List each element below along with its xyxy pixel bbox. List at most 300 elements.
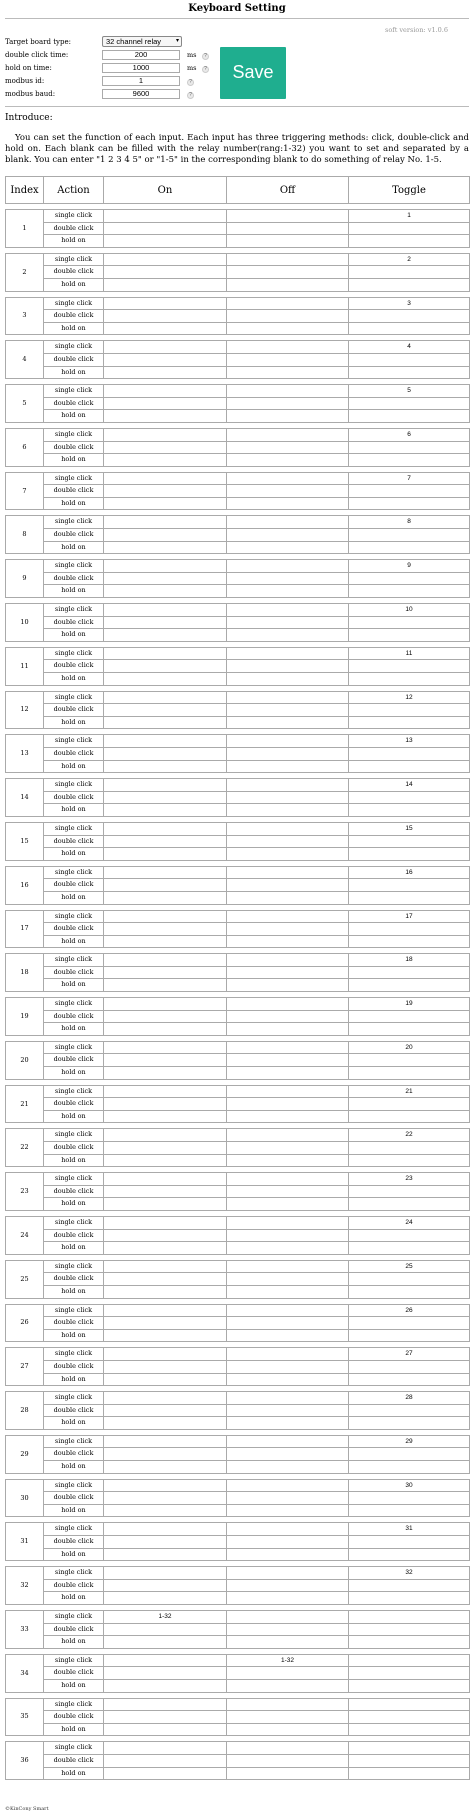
on-relay-input[interactable]	[104, 1010, 227, 1023]
toggle-relay-input[interactable]	[349, 1492, 470, 1505]
toggle-relay-input[interactable]	[349, 1698, 470, 1711]
on-relay-input[interactable]	[104, 441, 227, 454]
on-relay-input[interactable]	[104, 923, 227, 936]
off-relay-input[interactable]	[227, 454, 349, 467]
on-relay-input[interactable]	[104, 735, 227, 748]
off-relay-input[interactable]	[227, 1767, 349, 1780]
toggle-relay-input[interactable]: 3	[349, 297, 470, 310]
on-relay-input[interactable]	[104, 341, 227, 354]
toggle-relay-input[interactable]	[349, 1417, 470, 1430]
off-relay-input[interactable]	[227, 1711, 349, 1724]
off-relay-input[interactable]	[227, 1304, 349, 1317]
toggle-relay-input[interactable]: 9	[349, 560, 470, 573]
on-relay-input[interactable]	[104, 585, 227, 598]
off-relay-input[interactable]	[227, 1185, 349, 1198]
toggle-relay-input[interactable]	[349, 1754, 470, 1767]
toggle-relay-input[interactable]	[349, 529, 470, 542]
on-relay-input[interactable]	[104, 235, 227, 248]
on-relay-input[interactable]	[104, 760, 227, 773]
off-relay-input[interactable]	[227, 222, 349, 235]
off-relay-input[interactable]	[227, 278, 349, 291]
toggle-relay-input[interactable]	[349, 454, 470, 467]
off-relay-input[interactable]	[227, 966, 349, 979]
toggle-relay-input[interactable]	[349, 1067, 470, 1080]
on-relay-input[interactable]	[104, 266, 227, 279]
toggle-relay-input[interactable]	[349, 1654, 470, 1667]
toggle-relay-input[interactable]	[349, 353, 470, 366]
off-relay-input[interactable]	[227, 297, 349, 310]
toggle-relay-input[interactable]	[349, 366, 470, 379]
toggle-relay-input[interactable]: 11	[349, 647, 470, 660]
toggle-relay-input[interactable]	[349, 1504, 470, 1517]
off-relay-input[interactable]	[227, 910, 349, 923]
on-relay-input[interactable]	[104, 253, 227, 266]
on-relay-input[interactable]	[104, 935, 227, 948]
toggle-relay-input[interactable]	[349, 222, 470, 235]
on-relay-input[interactable]	[104, 879, 227, 892]
off-relay-input[interactable]	[227, 1742, 349, 1755]
off-relay-input[interactable]	[227, 253, 349, 266]
on-relay-input[interactable]	[104, 1536, 227, 1549]
off-relay-input[interactable]	[227, 779, 349, 792]
on-relay-input[interactable]	[104, 1242, 227, 1255]
modbus-baud-input[interactable]: 9600	[102, 89, 180, 99]
toggle-relay-input[interactable]	[349, 1285, 470, 1298]
on-relay-input[interactable]	[104, 454, 227, 467]
off-relay-input[interactable]	[227, 1417, 349, 1430]
off-relay-input[interactable]	[227, 516, 349, 529]
on-relay-input[interactable]	[104, 1098, 227, 1111]
off-relay-input[interactable]	[227, 322, 349, 335]
toggle-relay-input[interactable]	[349, 1054, 470, 1067]
toggle-relay-input[interactable]: 1	[349, 210, 470, 223]
on-relay-input[interactable]	[104, 353, 227, 366]
on-relay-input[interactable]	[104, 998, 227, 1011]
on-relay-input[interactable]	[104, 529, 227, 542]
on-relay-input[interactable]	[104, 1679, 227, 1692]
help-icon[interactable]: ?	[187, 79, 194, 86]
off-relay-input[interactable]	[227, 735, 349, 748]
off-relay-input[interactable]	[227, 1360, 349, 1373]
on-relay-input[interactable]	[104, 866, 227, 879]
on-relay-input[interactable]	[104, 516, 227, 529]
toggle-relay-input[interactable]	[349, 322, 470, 335]
toggle-relay-input[interactable]	[349, 1404, 470, 1417]
off-relay-input[interactable]	[227, 1273, 349, 1286]
on-relay-input[interactable]	[104, 1579, 227, 1592]
toggle-relay-input[interactable]: 29	[349, 1435, 470, 1448]
toggle-relay-input[interactable]	[349, 935, 470, 948]
toggle-relay-input[interactable]	[349, 673, 470, 686]
off-relay-input[interactable]	[227, 647, 349, 660]
on-relay-input[interactable]	[104, 1404, 227, 1417]
hold-on-time-input[interactable]: 1000	[102, 63, 180, 73]
on-relay-input[interactable]	[104, 1567, 227, 1580]
off-relay-input[interactable]	[227, 660, 349, 673]
double-click-time-input[interactable]: 200	[102, 50, 180, 60]
on-relay-input[interactable]	[104, 1754, 227, 1767]
on-relay-input[interactable]: 1-32	[104, 1611, 227, 1624]
on-relay-input[interactable]	[104, 1698, 227, 1711]
toggle-relay-input[interactable]	[349, 1611, 470, 1624]
on-relay-input[interactable]	[104, 560, 227, 573]
toggle-relay-input[interactable]: 30	[349, 1479, 470, 1492]
toggle-relay-input[interactable]: 7	[349, 472, 470, 485]
toggle-relay-input[interactable]	[349, 848, 470, 861]
on-relay-input[interactable]	[104, 835, 227, 848]
toggle-relay-input[interactable]	[349, 891, 470, 904]
toggle-relay-input[interactable]	[349, 235, 470, 248]
toggle-relay-input[interactable]	[349, 1723, 470, 1736]
off-relay-input[interactable]	[227, 954, 349, 967]
on-relay-input[interactable]	[104, 1285, 227, 1298]
off-relay-input[interactable]	[227, 879, 349, 892]
toggle-relay-input[interactable]: 27	[349, 1348, 470, 1361]
toggle-relay-input[interactable]	[349, 979, 470, 992]
on-relay-input[interactable]	[104, 704, 227, 717]
off-relay-input[interactable]	[227, 1023, 349, 1036]
on-relay-input[interactable]	[104, 1273, 227, 1286]
off-relay-input[interactable]	[227, 266, 349, 279]
toggle-relay-input[interactable]	[349, 879, 470, 892]
toggle-relay-input[interactable]: 22	[349, 1129, 470, 1142]
off-relay-input[interactable]	[227, 1216, 349, 1229]
off-relay-input[interactable]	[227, 866, 349, 879]
off-relay-input[interactable]	[227, 560, 349, 573]
toggle-relay-input[interactable]	[349, 1623, 470, 1636]
on-relay-input[interactable]	[104, 604, 227, 617]
off-relay-input[interactable]	[227, 1373, 349, 1386]
toggle-relay-input[interactable]	[349, 1360, 470, 1373]
toggle-relay-input[interactable]	[349, 541, 470, 554]
off-relay-input[interactable]	[227, 747, 349, 760]
off-relay-input[interactable]	[227, 1229, 349, 1242]
on-relay-input[interactable]	[104, 222, 227, 235]
off-relay-input[interactable]	[227, 1098, 349, 1111]
off-relay-input[interactable]	[227, 210, 349, 223]
on-relay-input[interactable]	[104, 779, 227, 792]
on-relay-input[interactable]	[104, 1229, 227, 1242]
on-relay-input[interactable]	[104, 310, 227, 323]
on-relay-input[interactable]	[104, 1216, 227, 1229]
off-relay-input[interactable]	[227, 1142, 349, 1155]
off-relay-input[interactable]	[227, 1523, 349, 1536]
off-relay-input[interactable]	[227, 704, 349, 717]
on-relay-input[interactable]	[104, 1461, 227, 1474]
toggle-relay-input[interactable]	[349, 791, 470, 804]
off-relay-input[interactable]	[227, 353, 349, 366]
off-relay-input[interactable]	[227, 1579, 349, 1592]
toggle-relay-input[interactable]: 23	[349, 1173, 470, 1186]
on-relay-input[interactable]	[104, 616, 227, 629]
off-relay-input[interactable]	[227, 1461, 349, 1474]
on-relay-input[interactable]	[104, 1623, 227, 1636]
on-relay-input[interactable]	[104, 848, 227, 861]
off-relay-input[interactable]	[227, 1260, 349, 1273]
off-relay-input[interactable]	[227, 891, 349, 904]
off-relay-input[interactable]	[227, 1479, 349, 1492]
toggle-relay-input[interactable]	[349, 1329, 470, 1342]
off-relay-input[interactable]	[227, 1723, 349, 1736]
off-relay-input[interactable]	[227, 1667, 349, 1680]
off-relay-input[interactable]	[227, 310, 349, 323]
on-relay-input[interactable]	[104, 660, 227, 673]
toggle-relay-input[interactable]	[349, 1010, 470, 1023]
on-relay-input[interactable]	[104, 1173, 227, 1186]
on-relay-input[interactable]	[104, 1723, 227, 1736]
off-relay-input[interactable]	[227, 1754, 349, 1767]
off-relay-input[interactable]	[227, 497, 349, 510]
off-relay-input[interactable]	[227, 1242, 349, 1255]
on-relay-input[interactable]	[104, 1448, 227, 1461]
off-relay-input[interactable]	[227, 1285, 349, 1298]
on-relay-input[interactable]	[104, 1142, 227, 1155]
on-relay-input[interactable]	[104, 629, 227, 642]
toggle-relay-input[interactable]	[349, 1592, 470, 1605]
off-relay-input[interactable]	[227, 848, 349, 861]
off-relay-input[interactable]	[227, 1404, 349, 1417]
toggle-relay-input[interactable]	[349, 1461, 470, 1474]
off-relay-input[interactable]	[227, 1392, 349, 1405]
off-relay-input[interactable]	[227, 1317, 349, 1330]
off-relay-input[interactable]	[227, 235, 349, 248]
off-relay-input[interactable]	[227, 1154, 349, 1167]
off-relay-input[interactable]	[227, 1623, 349, 1636]
toggle-relay-input[interactable]	[349, 1185, 470, 1198]
toggle-relay-input[interactable]	[349, 497, 470, 510]
toggle-relay-input[interactable]	[349, 1448, 470, 1461]
off-relay-input[interactable]	[227, 791, 349, 804]
off-relay-input[interactable]	[227, 397, 349, 410]
toggle-relay-input[interactable]	[349, 616, 470, 629]
toggle-relay-input[interactable]: 20	[349, 1041, 470, 1054]
toggle-relay-input[interactable]	[349, 397, 470, 410]
off-relay-input[interactable]	[227, 541, 349, 554]
off-relay-input[interactable]	[227, 1173, 349, 1186]
off-relay-input[interactable]	[227, 366, 349, 379]
on-relay-input[interactable]	[104, 673, 227, 686]
toggle-relay-input[interactable]: 16	[349, 866, 470, 879]
on-relay-input[interactable]	[104, 747, 227, 760]
on-relay-input[interactable]	[104, 1479, 227, 1492]
on-relay-input[interactable]	[104, 322, 227, 335]
on-relay-input[interactable]	[104, 691, 227, 704]
on-relay-input[interactable]	[104, 541, 227, 554]
off-relay-input[interactable]	[227, 1636, 349, 1649]
modbus-id-input[interactable]: 1	[102, 76, 180, 86]
toggle-relay-input[interactable]	[349, 716, 470, 729]
on-relay-input[interactable]	[104, 1360, 227, 1373]
on-relay-input[interactable]	[104, 1548, 227, 1561]
toggle-relay-input[interactable]	[349, 1198, 470, 1211]
toggle-relay-input[interactable]: 5	[349, 385, 470, 398]
toggle-relay-input[interactable]	[349, 1373, 470, 1386]
toggle-relay-input[interactable]	[349, 747, 470, 760]
toggle-relay-input[interactable]	[349, 1679, 470, 1692]
help-icon[interactable]: ?	[202, 66, 209, 73]
off-relay-input[interactable]	[227, 1504, 349, 1517]
off-relay-input[interactable]: 1-32	[227, 1654, 349, 1667]
on-relay-input[interactable]	[104, 1110, 227, 1123]
on-relay-input[interactable]	[104, 1592, 227, 1605]
off-relay-input[interactable]	[227, 1129, 349, 1142]
toggle-relay-input[interactable]	[349, 923, 470, 936]
toggle-relay-input[interactable]	[349, 585, 470, 598]
off-relay-input[interactable]	[227, 1329, 349, 1342]
on-relay-input[interactable]	[104, 497, 227, 510]
toggle-relay-input[interactable]	[349, 1667, 470, 1680]
on-relay-input[interactable]	[104, 966, 227, 979]
toggle-relay-input[interactable]: 26	[349, 1304, 470, 1317]
toggle-relay-input[interactable]: 25	[349, 1260, 470, 1273]
off-relay-input[interactable]	[227, 1198, 349, 1211]
off-relay-input[interactable]	[227, 472, 349, 485]
toggle-relay-input[interactable]: 17	[349, 910, 470, 923]
on-relay-input[interactable]	[104, 910, 227, 923]
on-relay-input[interactable]	[104, 647, 227, 660]
on-relay-input[interactable]	[104, 428, 227, 441]
off-relay-input[interactable]	[227, 1110, 349, 1123]
on-relay-input[interactable]	[104, 572, 227, 585]
on-relay-input[interactable]	[104, 485, 227, 498]
on-relay-input[interactable]	[104, 1667, 227, 1680]
on-relay-input[interactable]	[104, 397, 227, 410]
on-relay-input[interactable]	[104, 1417, 227, 1430]
off-relay-input[interactable]	[227, 979, 349, 992]
on-relay-input[interactable]	[104, 366, 227, 379]
on-relay-input[interactable]	[104, 1085, 227, 1098]
off-relay-input[interactable]	[227, 1067, 349, 1080]
on-relay-input[interactable]	[104, 1304, 227, 1317]
toggle-relay-input[interactable]	[349, 760, 470, 773]
off-relay-input[interactable]	[227, 1611, 349, 1624]
toggle-relay-input[interactable]: 31	[349, 1523, 470, 1536]
on-relay-input[interactable]	[104, 278, 227, 291]
off-relay-input[interactable]	[227, 691, 349, 704]
toggle-relay-input[interactable]	[349, 485, 470, 498]
on-relay-input[interactable]	[104, 1654, 227, 1667]
off-relay-input[interactable]	[227, 1010, 349, 1023]
on-relay-input[interactable]	[104, 1054, 227, 1067]
on-relay-input[interactable]	[104, 1260, 227, 1273]
off-relay-input[interactable]	[227, 1592, 349, 1605]
on-relay-input[interactable]	[104, 1317, 227, 1330]
off-relay-input[interactable]	[227, 629, 349, 642]
on-relay-input[interactable]	[104, 385, 227, 398]
on-relay-input[interactable]	[104, 791, 227, 804]
off-relay-input[interactable]	[227, 572, 349, 585]
toggle-relay-input[interactable]	[349, 310, 470, 323]
off-relay-input[interactable]	[227, 804, 349, 817]
off-relay-input[interactable]	[227, 923, 349, 936]
toggle-relay-input[interactable]	[349, 1154, 470, 1167]
off-relay-input[interactable]	[227, 385, 349, 398]
toggle-relay-input[interactable]	[349, 1142, 470, 1155]
toggle-relay-input[interactable]: 15	[349, 822, 470, 835]
on-relay-input[interactable]	[104, 1373, 227, 1386]
toggle-relay-input[interactable]: 6	[349, 428, 470, 441]
on-relay-input[interactable]	[104, 1711, 227, 1724]
toggle-relay-input[interactable]: 21	[349, 1085, 470, 1098]
toggle-relay-input[interactable]: 8	[349, 516, 470, 529]
on-relay-input[interactable]	[104, 1492, 227, 1505]
toggle-relay-input[interactable]	[349, 278, 470, 291]
off-relay-input[interactable]	[227, 341, 349, 354]
on-relay-input[interactable]	[104, 1435, 227, 1448]
off-relay-input[interactable]	[227, 604, 349, 617]
on-relay-input[interactable]	[104, 891, 227, 904]
on-relay-input[interactable]	[104, 1067, 227, 1080]
on-relay-input[interactable]	[104, 1636, 227, 1649]
toggle-relay-input[interactable]	[349, 1711, 470, 1724]
save-button[interactable]: Save	[220, 47, 286, 99]
toggle-relay-input[interactable]: 4	[349, 341, 470, 354]
toggle-relay-input[interactable]: 19	[349, 998, 470, 1011]
toggle-relay-input[interactable]	[349, 1242, 470, 1255]
off-relay-input[interactable]	[227, 616, 349, 629]
off-relay-input[interactable]	[227, 1698, 349, 1711]
on-relay-input[interactable]	[104, 1198, 227, 1211]
off-relay-input[interactable]	[227, 1448, 349, 1461]
off-relay-input[interactable]	[227, 1567, 349, 1580]
on-relay-input[interactable]	[104, 1504, 227, 1517]
on-relay-input[interactable]	[104, 410, 227, 423]
toggle-relay-input[interactable]: 14	[349, 779, 470, 792]
toggle-relay-input[interactable]: 2	[349, 253, 470, 266]
toggle-relay-input[interactable]: 13	[349, 735, 470, 748]
toggle-relay-input[interactable]	[349, 660, 470, 673]
toggle-relay-input[interactable]	[349, 1023, 470, 1036]
off-relay-input[interactable]	[227, 529, 349, 542]
off-relay-input[interactable]	[227, 673, 349, 686]
on-relay-input[interactable]	[104, 716, 227, 729]
toggle-relay-input[interactable]	[349, 966, 470, 979]
off-relay-input[interactable]	[227, 428, 349, 441]
off-relay-input[interactable]	[227, 1054, 349, 1067]
off-relay-input[interactable]	[227, 1085, 349, 1098]
toggle-relay-input[interactable]	[349, 1273, 470, 1286]
on-relay-input[interactable]	[104, 1329, 227, 1342]
off-relay-input[interactable]	[227, 1536, 349, 1549]
off-relay-input[interactable]	[227, 822, 349, 835]
on-relay-input[interactable]	[104, 1023, 227, 1036]
off-relay-input[interactable]	[227, 1435, 349, 1448]
toggle-relay-input[interactable]	[349, 1636, 470, 1649]
on-relay-input[interactable]	[104, 1392, 227, 1405]
toggle-relay-input[interactable]: 18	[349, 954, 470, 967]
on-relay-input[interactable]	[104, 1348, 227, 1361]
on-relay-input[interactable]	[104, 979, 227, 992]
off-relay-input[interactable]	[227, 1348, 349, 1361]
toggle-relay-input[interactable]	[349, 629, 470, 642]
off-relay-input[interactable]	[227, 835, 349, 848]
off-relay-input[interactable]	[227, 441, 349, 454]
off-relay-input[interactable]	[227, 760, 349, 773]
off-relay-input[interactable]	[227, 485, 349, 498]
on-relay-input[interactable]	[104, 210, 227, 223]
on-relay-input[interactable]	[104, 1041, 227, 1054]
off-relay-input[interactable]	[227, 1679, 349, 1692]
on-relay-input[interactable]	[104, 1154, 227, 1167]
help-icon[interactable]: ?	[202, 53, 209, 60]
on-relay-input[interactable]	[104, 804, 227, 817]
toggle-relay-input[interactable]	[349, 1317, 470, 1330]
off-relay-input[interactable]	[227, 410, 349, 423]
toggle-relay-input[interactable]	[349, 1767, 470, 1780]
toggle-relay-input[interactable]: 12	[349, 691, 470, 704]
off-relay-input[interactable]	[227, 716, 349, 729]
off-relay-input[interactable]	[227, 1041, 349, 1054]
